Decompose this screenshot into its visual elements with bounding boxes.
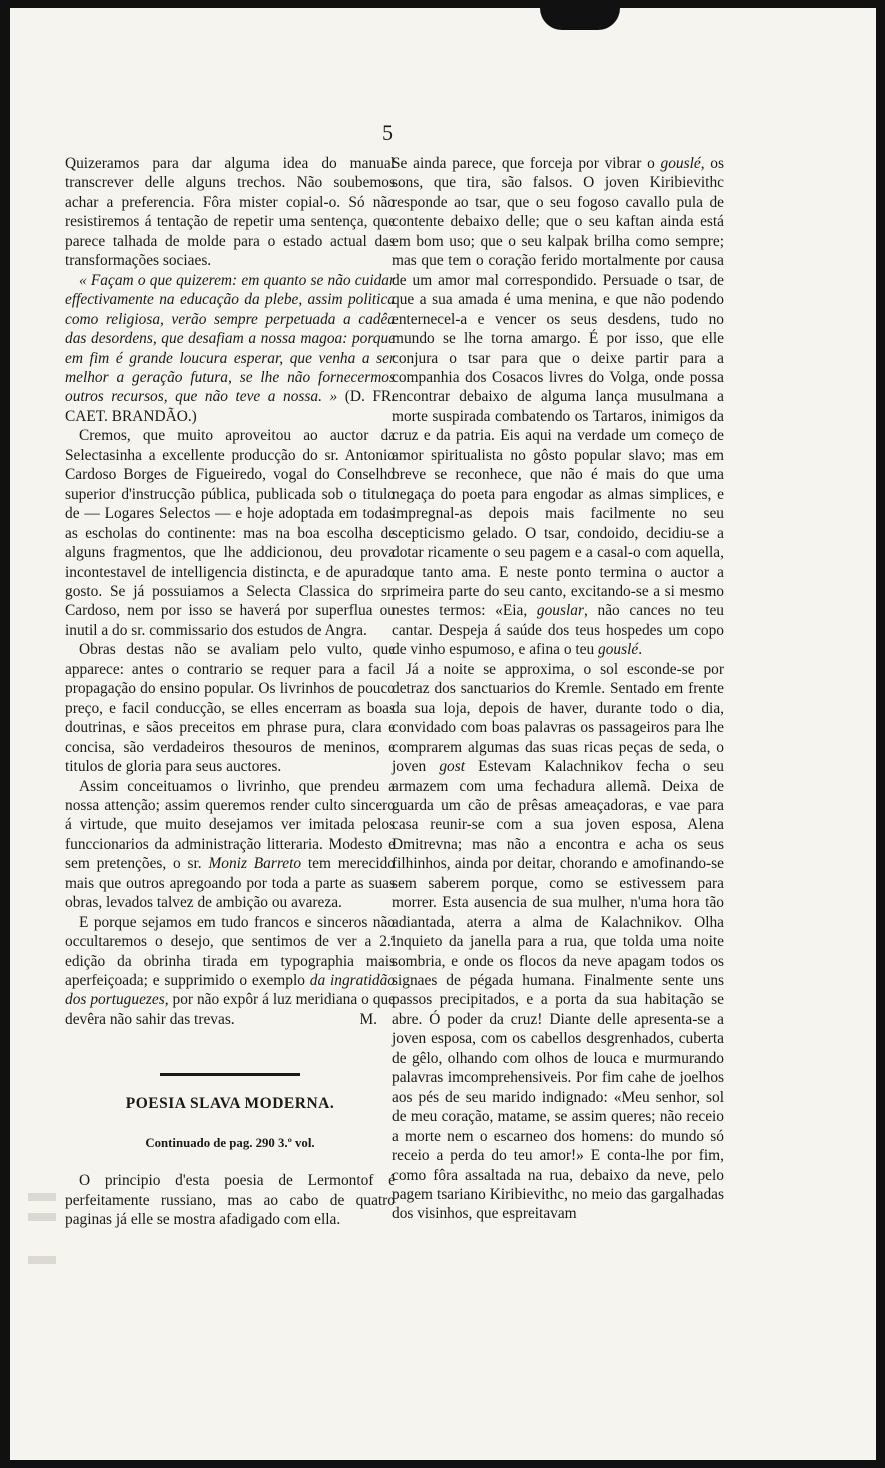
quote-attribution: (D. FR. CAET. BRANDÃO.) [65, 388, 396, 425]
paragraph: Já a noite se approxima, o sol esconde-se por detraz dos sanctuarios do Kremle. Sentado em frente da sua loja, depois de haver, durante todo o dia, convidado com boas palavras os passageiros para lhe comprarem algumas das suas ricas peças de seda, o joven gost Estevam Kalachnikov fecha o seu armazem com uma fechadura allemã. Deixa de guarda um cão de prêsas ameaçadoras, e vae para casa reunir-se com a sua joven esposa, Alena Dmitrevna; mas não a encontra e acha os seus filhinhos, ainda por deitar, chorando e amofinando-se sem saberem porque, como se estivessem para morrer. Esta ausencia de sua mulher, n'uma hora tão adiantada, aterra a alma de Kalachnikov. Olha inquieto da janella para a rua, que tolda uma noite sombria, e onde os flocos da neve apagam todos os signaes de pégada humana. Finalmente sente uns passos precipitados, e a porta da sua habitação se abre. Ó poder da cruz! Diante delle apresenta-se a joven esposa, com os cabellos desgrenhados, cuberta de gêlo, olhando com olhos de louca e murmurando palavras imcomprehensiveis. Por fim cahe de joelhos aos pés de seu marido indignado: «Meu senhor, sol de meu coração, matame, se assim queres; não receio a morte nem o escarneo dos homens: do mundo só receio a perda do teu amor!» E conta-lhe por fim, como fôra assaltada na rua, debaixo da neve, pelo pagem tsariano Kiribievithc, no meio das gargalhadas dos visinhos, que espreitavam [392, 660, 724, 1223]
paragraph: Assim conceituamos o livrinho, que prendeu a nossa attenção; assim queremos render culto sincero á virtude, que muito desejamos ver imitada pelos funccionarios da administração litteraria. Modesto e sem pretenções, o sr. Moniz Barreto tem merecido mais que outros apregoando por toda a parte as suas obras, levados talvez de ambição ou avareza. [65, 777, 396, 912]
author-name: Moniz Barreto [208, 855, 302, 873]
bleed-mark [28, 1213, 56, 1221]
section-divider [160, 1073, 300, 1076]
paragraph: Cremos, que muito aproveitou ao auctor da Selectasinha a excellente producção do sr. Antonio Cardoso Borges de Figueiredo, vogal do Conselho superior d'instrucção pública, publicada sob o titulo de — Logares Selectos — e hoje adoptada em todas as escholas do continente: mas na boa escolha de alguns fragmentos, que lhe addicionou, deu prova incontestavel de intelligencia distincta, e de apurado gosto. Se já possuiamos a Selecta Classica do sr. Cardoso, nem por isso se haverá por superflua ou inutil a do sr. commissario dos estudos de Angra. [65, 427, 395, 639]
page-sheet [10, 8, 876, 1460]
bleed-mark [28, 1193, 56, 1201]
paragraph: Obras destas não se avaliam pelo vulto, que apparece: antes o contrario se requer para a facil propagação do ensino popular. Os livrinhos de pouco preço, e facil conducção, se elles encerram as boas doutrinas, e sãos preceitos em phrase pura, clara e concisa, são verdadeiros thesouros de meninos, e titulos de gloria para seus auctores. [65, 641, 395, 776]
quote-paragraph [65, 271, 395, 427]
page-number: 5 [382, 120, 393, 145]
right-column [392, 154, 724, 1224]
continuation-note: Continuado de pag. 290 3.º vol. [145, 1135, 315, 1150]
paragraph: E porque sejamos em tudo francos e sinceros não occultaremos o desejo, que sentimos de ver a 2.ª edição da obrinha tirada em typographia mais aperfeiçoada; e supprimido o exemplo da ingratidão dos portuguezes, por não expôr á luz meridiana o que devêra não sahir das trevas. M. [65, 913, 395, 1028]
top-edge-notch [540, 8, 620, 30]
bleed-mark [28, 1256, 56, 1264]
left-column [65, 154, 395, 1230]
book-title: da ingratidão dos portuguezes [65, 972, 395, 1009]
section-title: POESIA SLAVA MODERNA. [125, 1095, 335, 1113]
paragraph: O principio d'esta poesia de Lermontof é perfeitamente russiano, mas ao cabo de quatro paginas já elle se mostra afadigado com ella. [65, 1172, 395, 1229]
quote-text: « Façam o que quizerem: em quanto se não cuidar effectivamente na educação da plebe, assim politica como religiosa, verão sempre perpetuada a cadêa das desordens, que desafiam a nossa magoa: porque em fim é grande loucura esperar, que venha a ser melhor a geração futura, se lhe não fornecermos outros recursos, que não teve a nossa. » [65, 271, 395, 406]
signature: M. [359, 1010, 377, 1028]
paragraph: Quizeramos para dar alguma idea do manual transcrever delle alguns trechos. Não soubemos achar a preferencia. Fôra mister copial-o. Só não resistiremos á tentação de repetir uma sentença, que parece talhada de molde para o estado actual das transformações sociaes. [65, 155, 395, 270]
paragraph: Se ainda parece, que forceja por vibrar o gouslé, os sons, que tira, são falsos. O joven Kiribievithc responde ao tsar, que o seu fogoso cavallo pula de contente debaixo delle; que o seu kaftan ainda está em bom uso; que o seu kalpak brilha como sempre; mas que tem o coração ferido mortalmente por causa de um amor mal correspondido. Persuade o tsar, de que a sua amada é uma menina, e que não podendo enternecel-a e vencer os seus desdens, tudo no mundo se lhe torna amargo. É por isso, que elle conjura o tsar para que o deixe partir para a companhia dos Cosacos livres do Volga, onde possa encontrar debaixo de alguma lança musulmana a morte suspirada combatendo os Tartaros, inimigos da cruz e da patria. Eis aqui na verdade um começo de amor spiritualista no gôsto popular slavo; mas em breve se reconhece, que não é mais do que uma negaça do poeta para engodar as almas simplices, e impregnal-as depois mais facilmente no seu scepticismo gelado. O tsar, condoido, decidiu-se a dotar ricamente o seu pagem e a casal-o com aquella, que tanto ama. E neste ponto termina o auctor a primeira parte do seu canto, excitando-se a si mesmo nestes termos: «Eia, gouslar, não cances no teu cantar. Despeja á saúde dos teus hospedes um copo de vinho espumoso, e afina o teu gouslé. [392, 155, 724, 659]
